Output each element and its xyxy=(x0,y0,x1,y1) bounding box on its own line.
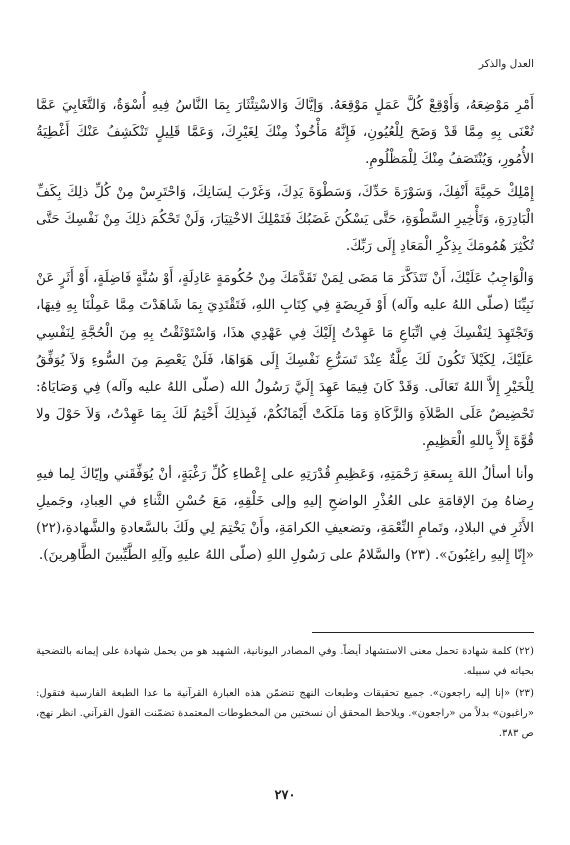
footnotes xyxy=(36,642,534,746)
paragraph: إِمْلِكْ حَمِيَّةَ أَنْفِكَ، وَسَوْرَةَ حَدِّكَ، وَسَطْوَةَ يَدِكَ، وَغَرْبَ لِسَانِكَ، وَاحْتَرِسْ مِنْ كُلِّ ذلِكَ بِكَفِّ الْبَادِرَةِ، وَتَأْخِيرِ السَّطْوَةِ، حَتَّى يَسْكُنَ غَضَبُكَ فَتَمْلِكَ الاخْتِيَارَ، وَلَنْ تَحْكُمَ ذلِكَ مِنْ نَفْسِكَ حَتَّى تُكْثِرَ هُمُومَكَ بِذِكْرِ الْمَعَادِ إِلَى رَبِّكَ. xyxy=(36,183,534,255)
page-number: ٢٧٠ xyxy=(274,788,296,803)
footnote: (٢٢) كلمة شهادة تحمل معنى الاستشهاد أيضاً. وفي المصادر اليونانية، الشهيد هو من يحمل شهادة على إيمانه بالتضحية بحياته في سبيله. xyxy=(36,646,534,677)
paragraph: وَالْوَاجِبُ عَلَيْكَ، أَنْ تَتَذَكَّرَ مَا مَضَى لِمَنْ تَقَدَّمَكَ مِنْ حُكُومَةٍ عَادِلَةٍ، أَوْ سُنَّةٍ فَاضِلَةٍ، أَوْ أَثَرٍ عَنْ نَبِيِّنَا (صلّى اللهُ عليه وآله) أَوْ فَرِيضَةٍ فِي كِتَابِ اللهِ، فَتَقْتَدِيَ بِمَا شَاهَدْتَ مِمَّا عَمِلْنَا بِهِ فِيهَا، وَتَجْتَهِدَ لِنَفْسِكَ فِي اتِّبَاعِ مَا عَهِدْتُ إِلَيْكَ فِي عَهْدِي هذَا، وَاسْتَوْثَقْتُ بِهِ مِنَ الْحُجَّةِ لِنَفْسِي عَلَيْكَ، لِكَيْلاَ تَكُونَ لَكَ عِلَّةٌ عِنْدَ تَسَرُّعِ نَفْسِكَ إِلَى هَوَاهَا، فَلَنْ يَعْصِمَ مِنَ السُّوءِ وَلاَ يُوَفِّقُ لِلْخَيْرِ إِلاَّ اللهُ تَعَالَى. وَقَدْ كَانَ فِيمَا عَهِدَ إِلَيَّ رَسُولُ الله (صلّى اللهُ عليه وآله) فِي وَصَايَاهُ: تَحْضِيضٌ عَلَى الصَّلاَةِ وَالزَّكَاةِ وَمَا مَلَكَتْ أَيْمَانُكُمْ، فَبِذلِكَ أَخْتِمُ لَكَ بِمَا عَهِدْتُ، وَلاَ حَوْلَ ولا قُوَّةَ إِلاَّ بِاللهِ الْعَظِيمِ. xyxy=(36,270,534,450)
running-header: العدل والذكر xyxy=(478,58,534,70)
paragraph: أَمْرِ مَوْضِعَهُ، وَأَوْقِعْ كُلَّ عَمَلٍ مَوْقِعَهُ. وَإيَّاكَ وَالاسْتِئْثَارَ بِمَا النَّاسُ فِيهِ أُسْوَةٌ، وَالتَّغَابِيَ عَمَّا تُعْنَى بِهِ مِمَّا قَدْ وَضَحَ لِلْعُيُونِ، فَإِنَّهُ مَأْخُوذٌ مِنْكَ لِغَيْرِكَ، وَعَمَّا قَلِيلٍ تَنْكَشِفُ عَنْكَ أَغْطِيَةُ الأُمُورِ، وَيُنْتَصَفُ مِنْكَ لِلْمَظْلُومِ. xyxy=(36,97,534,168)
paragraph: وأنا أسألُ اللهَ بِسعَةِ رَحْمَتِهِ، وَعَظِيمِ قُدْرَتِهِ على إِعْطاءِ كُلِّ رَغْبَةٍ، أنْ يُوَفِّقَني وإيّاكَ لِما فيهِ رِضاهُ مِنَ الإقامَةِ على العُذْرِ الواضحِ إليهِ وإلى خَلْقِهِ، مَعَ حُسْنِ الثَّناءِ في العِبادِ، وجَميلِ الأَثَرِ في البلادِ، وتَمامِ النِّعْمَةِ، وتضعيفِ الكرامَةِ، وأَنْ يَخْتِمَ لِي ولَكَ بالسَّعادةِ والشَّهادةِ،(٢٢) «إِنّا إِليهِ راغِبُونَ». (٢٣) والسَّلامُ على رَسُولِ اللهِ (صلّى اللهُ عليهِ وآلِهِ الطَّيِّبينَ الطَّاهِرينَ). xyxy=(36,465,534,564)
footnote-divider xyxy=(312,632,534,633)
footnote: (٢٣) «إنا إليه راجعون». جميع تحقيقات وطبعات النهج تتضمّن هذه العبارة القرآنية ما عدا الطبعة الفارسية فتقول: «راغبون» بدلاً من «راجعون». ويلاحظ المحقق أن نسختين من المخطوطات المعتمدة تضمّنت القول القرآني. انظر نهج، ص ٣٨٣. xyxy=(36,688,534,739)
main-text xyxy=(36,92,534,569)
